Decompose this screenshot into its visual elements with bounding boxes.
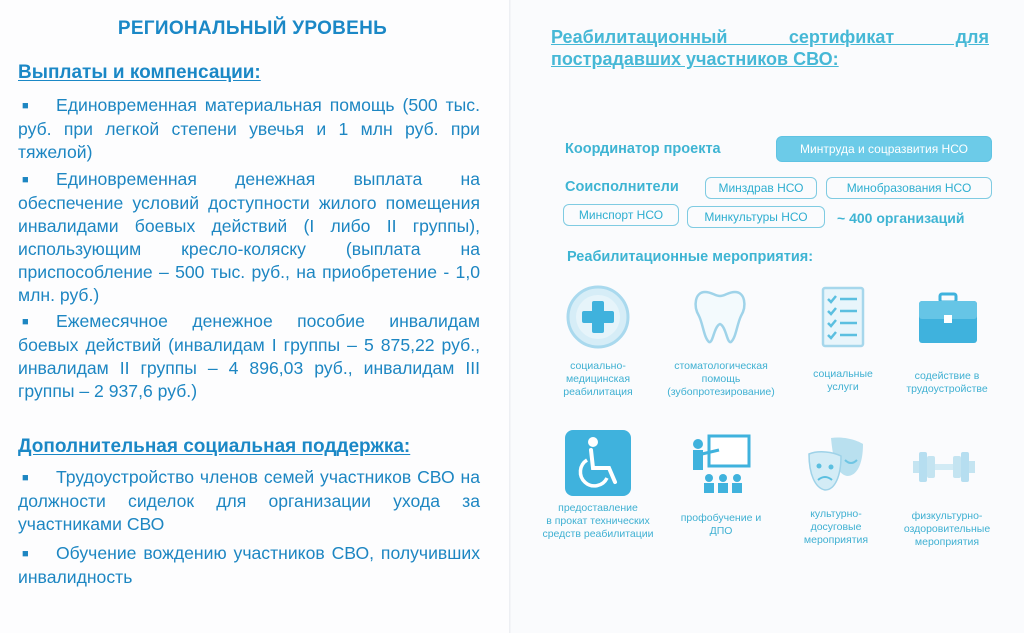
coordinator-chip: Минтруда и соцразвития НСО [776,136,992,162]
activity-caption: социальные услуги [813,368,873,393]
organizations-count: ~ 400 организаций [837,210,965,226]
bullet-icon: ■ [22,548,29,560]
coexecutors-label: Соисполнители [565,179,679,195]
coordinator-label: Координатор проекта [565,141,721,157]
regional-level-title: РЕГИОНАЛЬНЫЙ УРОВЕНЬ [117,18,388,39]
bullet-icon: ■ [22,472,29,484]
coexecutor-chip: Минкультуры НСО [687,206,825,228]
coexecutor-chip: Минспорт НСО [563,204,679,226]
bullet-icon: ■ [22,100,29,112]
activity-caption: физкультурно- оздоровительные мероприятия [903,510,991,548]
certificate-title: Реабилитационный сертификат для пострадавших участников СВО: [551,27,989,69]
wheelchair-icon [563,428,633,498]
activity-caption: предоставление в прокат технических средств реабилитации [542,502,654,540]
coexecutor-chip: Минздрав НСО [705,177,817,199]
list-item: ■ Трудоустройство членов семей участников СВО на должности сиделок для организации ухода за участниками СВО [18,467,480,534]
right-page [511,0,1024,633]
additional-support-heading: Дополнительная социальная поддержка: [18,436,411,457]
list-item: ■ Ежемесячное денежное пособие инвалидам боевых действий (инвалидам I группы – 5 875,22 руб., инвалидам II группы – 4 896,03 руб., инвалидам III группы – 2 937,6 руб.) [18,311,480,401]
checklist-icon [807,282,877,352]
teacher-board-icon [685,430,755,500]
activity-caption: стоматологическая помощь (зубопротезирование) [667,360,775,398]
briefcase-icon [913,284,983,354]
left-page [0,0,510,633]
theater-masks-icon [801,430,871,500]
activity-caption: профобучение и ДПО [680,512,762,537]
dumbbell-icon [909,432,979,502]
list-item: ■ Обучение вождению участников СВО, получивших инвалидность [18,543,480,587]
payments-heading: Выплаты и компенсации: [18,62,261,83]
bullet-icon: ■ [22,316,29,328]
activities-label: Реабилитационные мероприятия: [567,249,814,265]
list-item: ■ Единовременная материальная помощь (500 тыс. руб. при легкой степени увечья и 1 млн руб. при тяжелой) [18,95,480,162]
activity-caption: содействие в трудоустройстве [906,370,988,395]
activity-caption: социально- медицинская реабилитация [563,360,633,398]
coexecutor-chip: Минобразования НСО [826,177,992,199]
activity-caption: культурно- досуговые мероприятия [803,508,869,546]
list-item: ■ Единовременная денежная выплата на обеспечение условий доступности жилого помещения инвалидами боевых действий (I либо II группы), использующим кресло-коляску (выплата на приспособление – 500 тыс. руб., на приобретение - 1,0 млн. руб.) [18,169,480,305]
bullet-icon: ■ [22,174,29,186]
tooth-icon [685,280,755,350]
medical-cross-icon [563,282,633,352]
